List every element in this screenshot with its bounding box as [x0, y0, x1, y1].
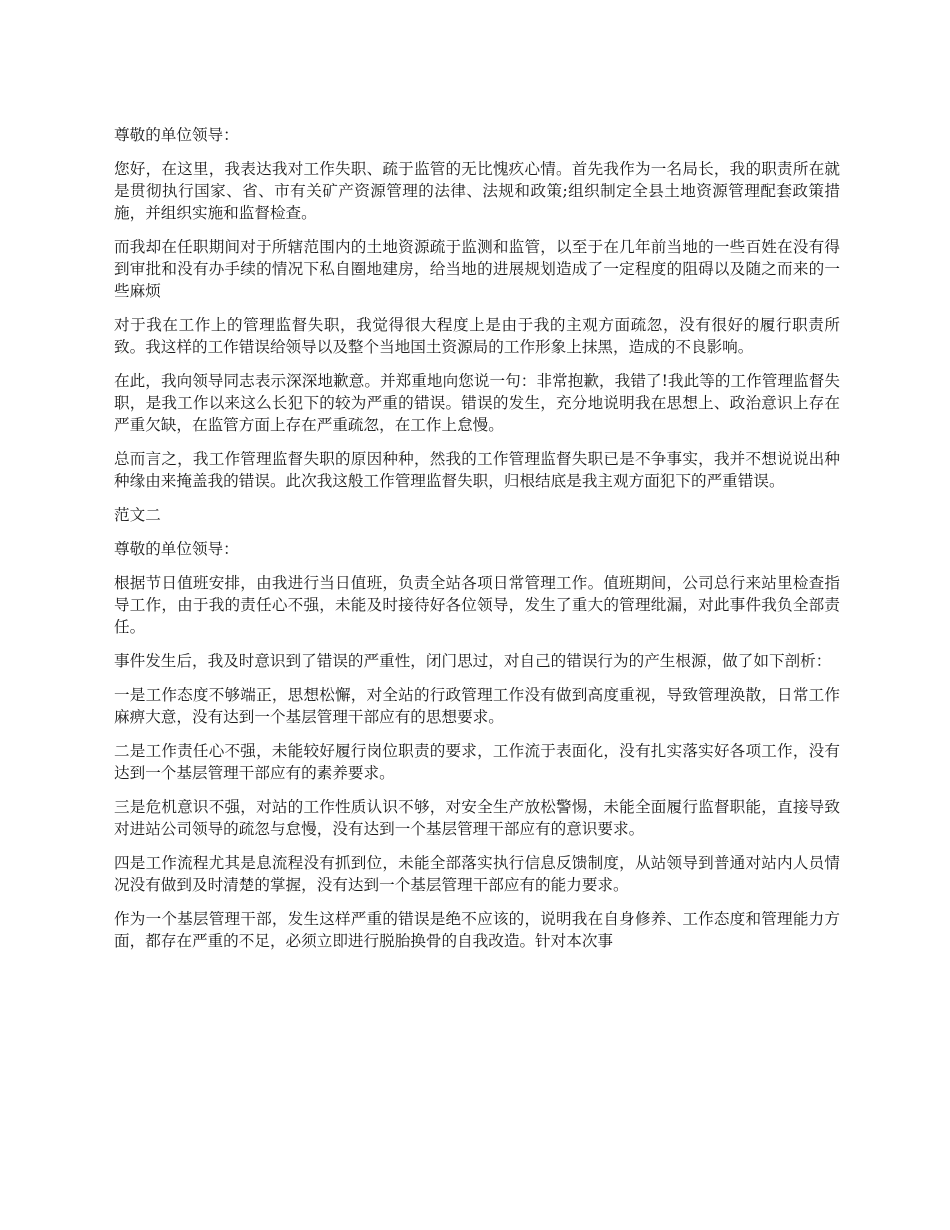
paragraph: 事件发生后，我及时意识到了错误的严重性，闭门思过，对自己的错误行为的产生根源，做了如下剖析： — [114, 652, 832, 670]
paragraph: 根据节日值班安排，由我进行当日值班，负责全站各项日常管理工作。值班期间，公司总行来站里检查指导工作，由于我的责任心不强，未能及时接待好各位领导，发生了重大的管理纰漏，对此事件我负全部责任。 — [114, 574, 840, 636]
paragraph: 而我却在任职期间对于所辖范围内的土地资源疏于监测和监管，以至于在几年前当地的一些百姓在没有得到审批和没有办手续的情况下私自圈地建房，给当地的进展规划造成了一定程度的阻碍以及随之而来的一些麻烦 — [114, 238, 840, 300]
paragraph: 在此，我向领导同志表示深深地歉意。并郑重地向您说一句：非常抱歉，我错了!我此等的工作管理监督失职，是我工作以来这么长犯下的较为严重的错误。错误的发生，充分地说明我在思想上、政治意识上存在严重欠缺，在监管方面上存在严重疏忽，在工作上怠慢。 — [114, 372, 840, 434]
salutation: 尊敬的单位领导： — [114, 126, 239, 144]
paragraph: 对于我在工作上的管理监督失职，我觉得很大程度上是由于我的主观方面疏忽，没有很好的履行职责所致。我这样的工作错误给领导以及整个当地国土资源局的工作形象上抹黑，造成的不良影响。 — [114, 316, 840, 356]
paragraph: 三是危机意识不强，对站的工作性质认识不够，对安全生产放松警惕，未能全面履行监督职能，直接导致对进站公司领导的疏忽与怠慢，没有达到一个基层管理干部应有的意识要求。 — [114, 798, 840, 838]
paragraph: 四是工作流程尤其是息流程没有抓到位，未能全部落实执行信息反馈制度，从站领导到普通对站内人员情况没有做到及时清楚的掌握，没有达到一个基层管理干部应有的能力要求。 — [114, 854, 840, 894]
paragraph: 总而言之，我工作管理监督失职的原因种种，然我的工作管理监督失职已是不争事实，我并不想说说出种种缘由来掩盖我的错误。此次我这般工作管理监督失职，归根结底是我主观方面犯下的严重错误。 — [114, 450, 840, 490]
section-heading: 范文二 — [114, 506, 161, 524]
paragraph: 作为一个基层管理干部，发生这样严重的错误是绝不应该的，说明我在自身修养、工作态度和管理能力方面，都存在严重的不足，必须立即进行脱胎换骨的自我改造。针对本次事 — [114, 910, 840, 950]
paragraph: 二是工作责任心不强，未能较好履行岗位职责的要求，工作流于表面化，没有扎实落实好各项工作，没有达到一个基层管理干部应有的素养要求。 — [114, 742, 840, 782]
document-body — [114, 124, 840, 964]
paragraph: 您好，在这里，我表达我对工作失职、疏于监管的无比愧疚心情。首先我作为一名局长，我的职责所在就是贯彻执行国家、省、市有关矿产资源管理的法律、法规和政策;组织制定全县土地资源管理配套政策措施，并组织实施和监督检查。 — [114, 160, 840, 222]
paragraph: 一是工作态度不够端正，思想松懈，对全站的行政管理工作没有做到高度重视，导致管理涣散，日常工作麻痹大意，没有达到一个基层管理干部应有的思想要求。 — [114, 686, 840, 726]
salutation: 尊敬的单位领导： — [114, 540, 239, 558]
